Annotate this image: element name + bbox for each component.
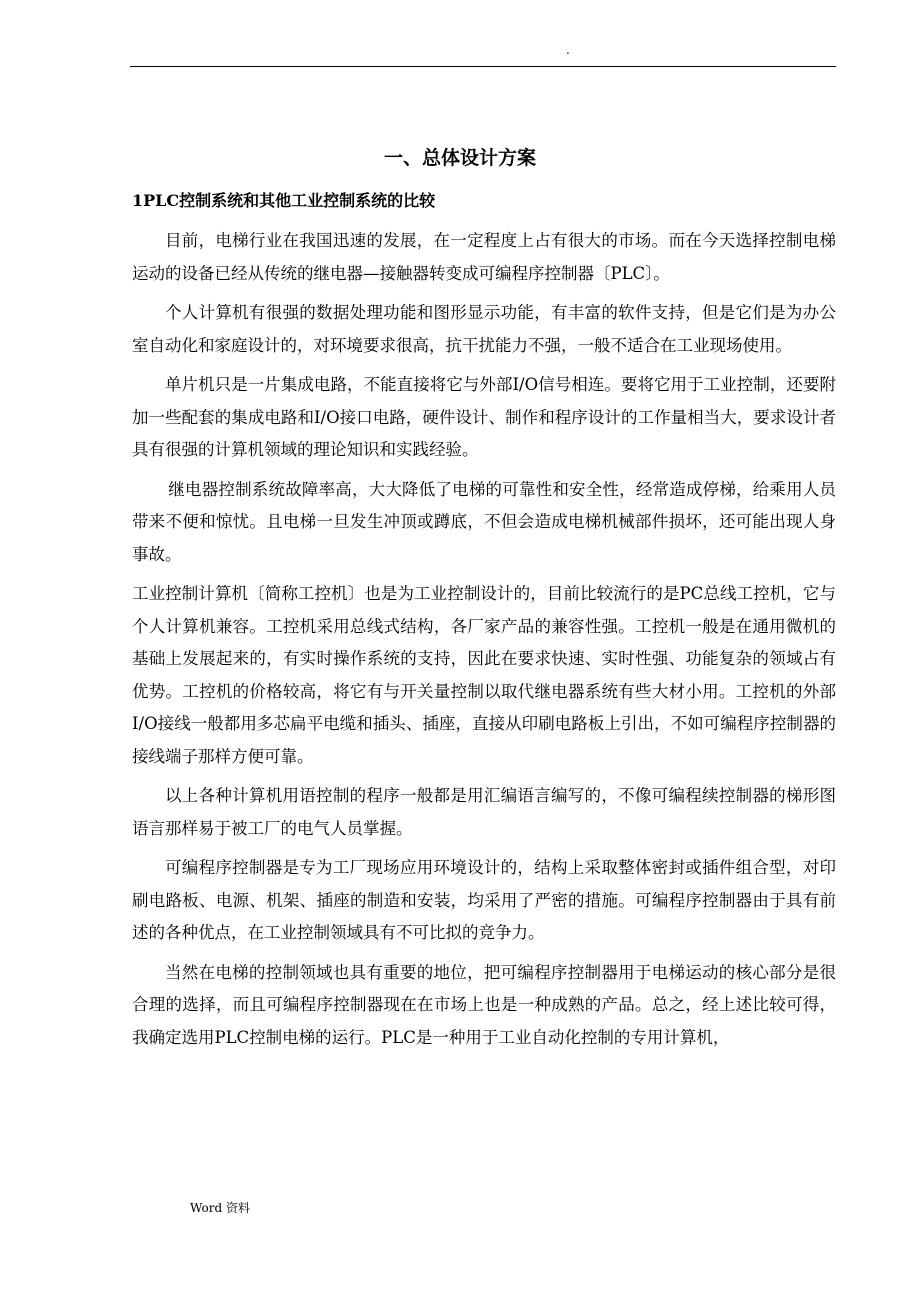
paragraph: 目前，电梯行业在我国迅速的发展，在一定程度上占有很大的市场。而在今天选择控制电梯运动的设备已经从传统的继电器—接触器转变成可编程序控制器〔PLC〕。 <box>132 231 836 283</box>
page-title: 一、总体设计方案 <box>383 147 536 169</box>
paragraph: 个人计算机有很强的数据处理功能和图形显示功能，有丰富的软件支持，但是它们是为办公室自动化和家庭设计的，对环境要求很高，抗干扰能力不强，一般不适合在工业现场使用。 <box>132 303 836 355</box>
section-heading: 1PLC控制系统和其他工业控制系统的比较 <box>132 191 436 210</box>
paragraph: 工业控制计算机〔简称工控机〕也是为工业控制设计的，目前比较流行的是PC总线工控机，它与个人计算机兼容。工控机采用总线式结构，各厂家产品的兼容性强。工控机一般是在通用微机的基础上发展起来的，有实时操作系统的支持，因此在要求快速、实时性强、功能复杂的领域占有优势。工控机的价格较高，将它有与开关量控制以取代继电器系统有些大材小用。工控机的外部I/O接线一般都用多芯扁平电缆和插头、插座，直接从印刷电路板上引出，不如可编程序控制器的接线端子那样方便可靠。 <box>132 584 836 766</box>
paragraph: 以上各种计算机用语控制的程序一般都是用汇编语言编写的，不像可编程续控制器的梯形图语言那样易于被工厂的电气人员掌握。 <box>132 786 836 838</box>
paragraph: 单片机只是一片集成电路，不能直接将它与外部I/O信号相连。要将它用于工业控制，还要附加一些配套的集成电路和I/O接口电路，硬件设计、制作和程序设计的工作量相当大，要求设计者具有很强的计算机领域的理论知识和实践经验。 <box>132 375 836 459</box>
paragraph: 当然在电梯的控制领域也具有重要的地位，把可编程序控制器用于电梯运动的核心部分是很合理的选择，而且可编程序控制器现在在市场上也是一种成熟的产品。总之，经上述比较可得，我确定选用PLC控制电梯的运行。PLC是一种用于工业自动化控制的专用计算机， <box>132 962 836 1047</box>
header-rule <box>130 66 836 67</box>
paragraph: 继电器控制系统故障率高，大大降低了电梯的可靠性和安全性，经常造成停梯，给乘用人员带来不便和惊忧。且电梯一旦发生冲顶或蹲底，不但会造成电梯机械部件损坏，还可能出现人身事故。 <box>132 479 836 564</box>
footer-label: Word 资料 <box>190 1201 250 1215</box>
document-body <box>132 225 836 1061</box>
header-mark: . <box>566 43 570 57</box>
paragraph: 可编程序控制器是专为工厂现场应用环境设计的，结构上采取整体密封或插件组合型，对印刷电路板、电源、机架、插座的制造和安装，均采用了严密的措施。可编程序控制器由于具有前述的各种优点，在工业控制领域具有不可比拟的竞争力。 <box>132 858 836 942</box>
